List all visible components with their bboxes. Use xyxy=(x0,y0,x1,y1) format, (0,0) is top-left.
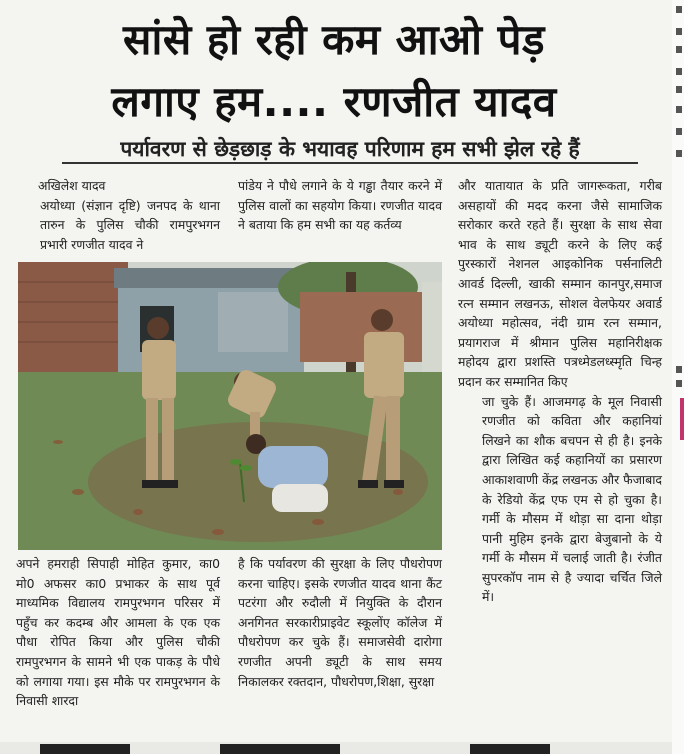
article-paragraph: जा चुके हैं। आजमगढ़ के मूल निवासी रणजीत को कविता और कहानियां लिखने का शौक बचपन से ही है। इनके द्वारा लिखित कई कहानियों का प्रसारण आकाशवाणी केंद्र लखनऊ और फैजाबाद के रेडियो केंद्र एफ एम से हो चुका है। गर्मी के मौसम में थोड़ा सा दाना थोड़ा पानी मुहिम इनके द्वारा बेजुबानो के ये गर्मी के मौसम में चलाई जाती है। रंजीत सुपरकॉप नाम से है ज्यादा चर्चित जिले में। xyxy=(482,393,662,605)
article-intro: अयोध्या (संज्ञान दृष्टि) जनपद के थाना तारुन के पुलिस चौकी रामपुरभगन प्रभारी रणजीत यादव ने xyxy=(40,197,220,252)
article-paragraph: पांडेय ने पौधे लगाने के ये गड्ढा तैयार करने में पुलिस वालों का सहयोग किया। रणजीत यादव ने बताया कि हम सभी का यह कर्तव्य xyxy=(238,178,442,233)
headline-line-1: सांसे हो रही कम आओ पेड़ xyxy=(123,15,545,64)
article-paragraph: और यातायात के प्रति जागरूकता, गरीब असहायों की मदद करना जैसे सामाजिक सरोकार करते रहते हैं। सुरक्षा के साथ सेवा भाव के साथ ड्यूटी करने के लिए कई पुरस्कारों नेशनल आइकोनिक पर्सनालिटी आवर्ड दिल्ली, खाकी सम्मान कानपुर,समाज रत्न सम्मान लखनऊ, सोशल वेलफेयर अवार्ड अयोध्या महोत्सव, नंदी ग्राम रत्न सम्मान, प्रयागराज में श्रीमान पुलिस महानिरीक्षक महोदय द्वारा प्रशस्ति पत्रध्मेडलध्स्मृति चिन्ह प्रदान कर सम्मानित किए xyxy=(458,178,662,389)
adjacent-column-edge xyxy=(672,0,684,754)
article-column-1-top xyxy=(16,176,220,254)
tree-planting-photo xyxy=(18,262,442,550)
byline: अखिलेश यादव xyxy=(38,178,106,193)
next-article-strip xyxy=(0,742,672,754)
article-column-2-bottom xyxy=(238,554,442,691)
subheadline: पर्यावरण से छेड़छाड़ के भयावह परिणाम हम सभी झेल रहे हैं xyxy=(62,136,638,164)
article-paragraph: है कि पर्यावरण की सुरक्षा के लिए पौधरोपण करना चाहिए। इसके रणजीत यादव थाना कैंट पटरंगा और रुदौली में नियुक्ति के दौरान अनगिनत सरकारीप्राइवेट स्कूलोंए कॉलेज में पौधरोपण कर चुके हैं। समाजसेवी दारोगा रणजीत अपनी ड्यूटी के साथ समय निकालकर रक्तदान, पौधरोपण,शिक्षा, सुरक्षा xyxy=(238,556,442,689)
article-column-3 xyxy=(458,176,662,607)
previous-article-strip xyxy=(0,0,648,10)
photo-illustration xyxy=(18,262,442,550)
article-column-2-top xyxy=(238,176,442,235)
headline-line-2: लगाए हम.... रणजीत यादव xyxy=(111,77,557,126)
article-paragraph: अपने हमराही सिपाही मोहित कुमार, का0 मो0 अफसर का0 प्रभाकर के साथ पूर्व माध्यमिक विद्यालय रामपुरभगन परिसर में पहुँच कर कदम्ब और आमला के एक एक पौधा रोपित किया और पुलिस चौकी रामपुरभगन के सामने भी एक पाकड़ के पौधे को लगाया गया। इस मौके पर रामपुरभगन के निवासी शारदा xyxy=(16,556,220,709)
accent-bar xyxy=(680,398,684,440)
article-column-1-bottom xyxy=(16,554,220,711)
